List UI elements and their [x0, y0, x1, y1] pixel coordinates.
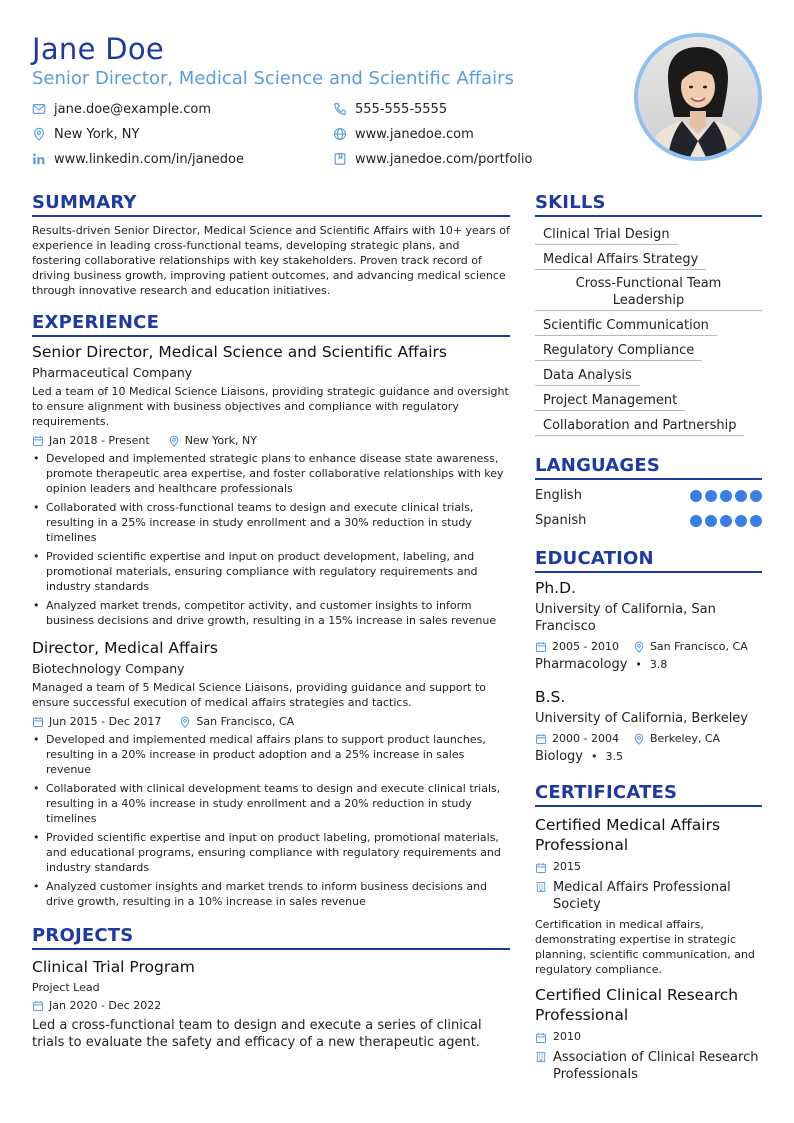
certificate-entry: [535, 985, 762, 1083]
level-dot: [720, 490, 732, 502]
job-company: Biotechnology Company: [32, 661, 185, 676]
calendar-icon: [535, 1032, 547, 1044]
phone-icon: [333, 102, 347, 116]
job-company: Pharmaceutical Company: [32, 365, 193, 380]
building-icon: [535, 1051, 547, 1063]
education-heading: EDUCATION: [535, 548, 762, 573]
education-entry: [535, 579, 762, 672]
list-item: • Collaborated with cross-functional teams to design and execute clinical trials, resulting in a 25% increase in study enrollment and a 30% reduction in study timelines: [32, 500, 510, 545]
candidate-title: Senior Director, Medical Science and Scientific Affairs: [32, 68, 514, 89]
calendar-icon: [535, 733, 547, 745]
list-item: • Analyzed customer insights and market trends to inform business decisions and drive growth, resulting in a 10% increase in sales revenue: [32, 879, 510, 909]
field-name: Pharmacology: [535, 657, 628, 672]
level-dot: [720, 515, 732, 527]
school-name: University of California, Berkeley: [535, 711, 748, 726]
gpa: 3.5: [605, 750, 623, 763]
calendar-icon: [535, 862, 547, 874]
phone-text: 555-555-5555: [355, 101, 448, 117]
project-description: Led a cross-functional team to design and execute a series of clinical trials to evaluate the safety and efficacy of a new therapeutic agent.: [32, 1018, 482, 1050]
calendar-icon: [535, 641, 547, 653]
skill-tag: Scientific Communication: [535, 315, 717, 336]
languages-section: [535, 455, 762, 530]
language-row: [535, 486, 762, 505]
location-pin-icon: [633, 733, 645, 745]
bookmark-icon: [333, 152, 347, 166]
job-title: Senior Director, Medical Science and Scientific Affairs: [32, 343, 447, 361]
education-meta: [535, 731, 762, 746]
skills-section: [535, 192, 762, 439]
school-name: University of California, San Francisco: [535, 602, 716, 634]
separator-dot: •: [635, 658, 642, 671]
job-description: Led a team of 10 Medical Science Liaisons, providing strategic guidance and oversight to ensure alignment with business objectives and compliance with regulatory requirements.: [32, 385, 509, 428]
certificate-issuer: Medical Affairs Professional Society: [553, 880, 731, 912]
calendar-icon: [32, 716, 44, 728]
level-dot: [705, 515, 717, 527]
certificate-year: 2010: [553, 1030, 581, 1043]
contact-portfolio[interactable]: [333, 149, 533, 169]
skill-tag: Project Management: [535, 390, 685, 411]
project-dates: Jan 2020 - Dec 2022: [49, 999, 162, 1012]
location-pin-icon: [32, 127, 46, 141]
skills-heading: SKILLS: [535, 192, 762, 217]
list-item: • Provided scientific expertise and input on product labeling, promotional materials, and educational programs, ensuring compliance with regulatory requirements and industry standards: [32, 830, 510, 875]
level-dot: [690, 490, 702, 502]
list-item: • Collaborated with clinical development teams to design and execute clinical trials, resulting in a 40% increase in study enrollment and a 20% reduction in study timelines: [32, 781, 510, 826]
avatar: [634, 33, 762, 161]
project-meta: [32, 998, 510, 1013]
certificate-issuer: Association of Clinical Research Professionals: [553, 1050, 759, 1082]
certificate-title: Certified Medical Affairs Professional: [535, 816, 721, 854]
project-entry: [32, 958, 510, 1051]
education-field: [535, 749, 762, 764]
summary-text: Results-driven Senior Director, Medical Science and Scientific Affairs with 10+ years of experience in leading cross-functional teams, developing strategic plans, and fostering collaborative relationships with key stakeholders. Proven track record of driving business growth, improving patient outcomes, and advancing medical science through innovative research and education initiatives.: [32, 224, 510, 297]
language-level-dots: [690, 515, 762, 527]
list-item: • Developed and implemented medical affairs plans to support product launches, resulting in a 20% increase in product adoption and a 25% increase in sales revenue: [32, 732, 510, 777]
level-dot: [750, 515, 762, 527]
certificate-year: 2015: [553, 860, 581, 873]
languages-heading: LANGUAGES: [535, 455, 762, 480]
education-meta: [535, 639, 762, 654]
right-column: [535, 192, 762, 1083]
education-dates: 2005 - 2010: [552, 640, 619, 653]
language-name: English: [535, 488, 582, 503]
gpa: 3.8: [649, 658, 668, 671]
list-item: • Analyzed market trends, competitor activity, and customer insights to inform business decisions and drive growth, resulting in a 15% increase in sales revenue: [32, 598, 510, 628]
skill-tag: Data Analysis: [535, 365, 640, 386]
certificate-title: Certified Clinical Research Professional: [535, 986, 739, 1024]
profile-photo: [638, 37, 758, 157]
skill-tag: Collaboration and Partnership: [535, 415, 744, 436]
website-text: www.janedoe.com: [355, 126, 474, 142]
language-level-dots: [690, 490, 762, 502]
level-dot: [735, 515, 747, 527]
level-dot: [705, 490, 717, 502]
left-column: [32, 192, 510, 1051]
certificate-issuer-row: [535, 1049, 762, 1083]
job-bullets: [32, 451, 510, 628]
education-field: [535, 657, 762, 672]
job-description: Managed a team of 5 Medical Science Liaisons, providing guidance and support to ensure successful execution of medical affairs strategies and tactics.: [32, 681, 486, 709]
job-dates: Jan 2018 - Present: [49, 434, 150, 447]
certificate-year-row: [535, 860, 762, 874]
linkedin-text: www.linkedin.com/in/janedoe: [54, 151, 244, 167]
skills-list: [535, 223, 762, 439]
education-dates: 2000 - 2004: [552, 732, 619, 745]
education-entry: [535, 688, 762, 764]
job-meta: [32, 714, 510, 729]
projects-heading: PROJECTS: [32, 925, 510, 950]
separator-dot: •: [591, 750, 598, 763]
summary-section: [32, 192, 510, 298]
projects-section: [32, 925, 510, 1051]
experience-entry: [32, 343, 510, 628]
education-section: [535, 548, 762, 764]
certificate-year-row: [535, 1030, 762, 1044]
project-title: Clinical Trial Program: [32, 958, 195, 976]
contact-linkedin[interactable]: [32, 149, 244, 169]
summary-heading: SUMMARY: [32, 192, 510, 217]
experience-section: [32, 312, 510, 909]
job-dates: Jun 2015 - Dec 2017: [49, 715, 162, 728]
level-dot: [750, 490, 762, 502]
certificates-heading: CERTIFICATES: [535, 782, 762, 807]
level-dot: [690, 515, 702, 527]
language-name: Spanish: [535, 513, 587, 528]
skill-tag: Medical Affairs Strategy: [535, 249, 706, 270]
experience-entry: [32, 639, 510, 909]
level-dot: [735, 490, 747, 502]
contact-location: [32, 124, 139, 144]
location-pin-icon: [633, 641, 645, 653]
skill-tag: Clinical Trial Design: [535, 224, 678, 245]
contact-email[interactable]: [32, 99, 211, 119]
certificate-entry: [535, 815, 762, 977]
job-bullets: [32, 732, 510, 909]
contact-phone[interactable]: [333, 99, 447, 119]
education-location: San Francisco, CA: [649, 640, 748, 653]
portfolio-text: www.janedoe.com/portfolio: [355, 151, 533, 167]
building-icon: [535, 881, 547, 893]
list-item: • Developed and implemented strategic plans to enhance disease state awareness, promote therapeutic area expertise, and foster collaborative relationships with key opinion leaders and healthcare professionals: [32, 451, 510, 496]
mail-icon: [32, 102, 46, 116]
linkedin-icon: [32, 152, 46, 166]
globe-icon: [333, 127, 347, 141]
field-name: Biology: [535, 749, 583, 764]
project-role: Project Lead: [32, 981, 100, 994]
location-pin-icon: [179, 716, 191, 728]
certificate-issuer-row: [535, 879, 762, 913]
degree: Ph.D.: [535, 579, 576, 597]
email-text: jane.doe@example.com: [54, 101, 212, 117]
calendar-icon: [32, 435, 44, 447]
job-location: San Francisco, CA: [196, 715, 295, 728]
calendar-icon: [32, 1000, 44, 1012]
job-meta: [32, 433, 510, 448]
experience-heading: EXPERIENCE: [32, 312, 510, 337]
location-text: New York, NY: [54, 126, 140, 142]
certificates-section: [535, 782, 762, 1083]
candidate-name: Jane Doe: [32, 32, 165, 66]
list-item: • Provided scientific expertise and input on product development, labeling, and promotional materials, ensuring compliance with regulatory requirements and industry standards: [32, 549, 510, 594]
skill-tag: Regulatory Compliance: [535, 340, 702, 361]
job-location: New York, NY: [184, 434, 257, 447]
education-location: Berkeley, CA: [649, 732, 721, 745]
language-row: [535, 511, 762, 530]
degree: B.S.: [535, 688, 566, 706]
location-pin-icon: [168, 435, 180, 447]
contact-website[interactable]: [333, 124, 474, 144]
skill-tag: Cross-Functional Team Leadership: [535, 273, 762, 311]
job-title: Director, Medical Affairs: [32, 639, 218, 657]
certificate-description: Certification in medical affairs, demonstrating expertise in strategic planning, scientific communication, and regulatory compliance.: [535, 918, 755, 976]
